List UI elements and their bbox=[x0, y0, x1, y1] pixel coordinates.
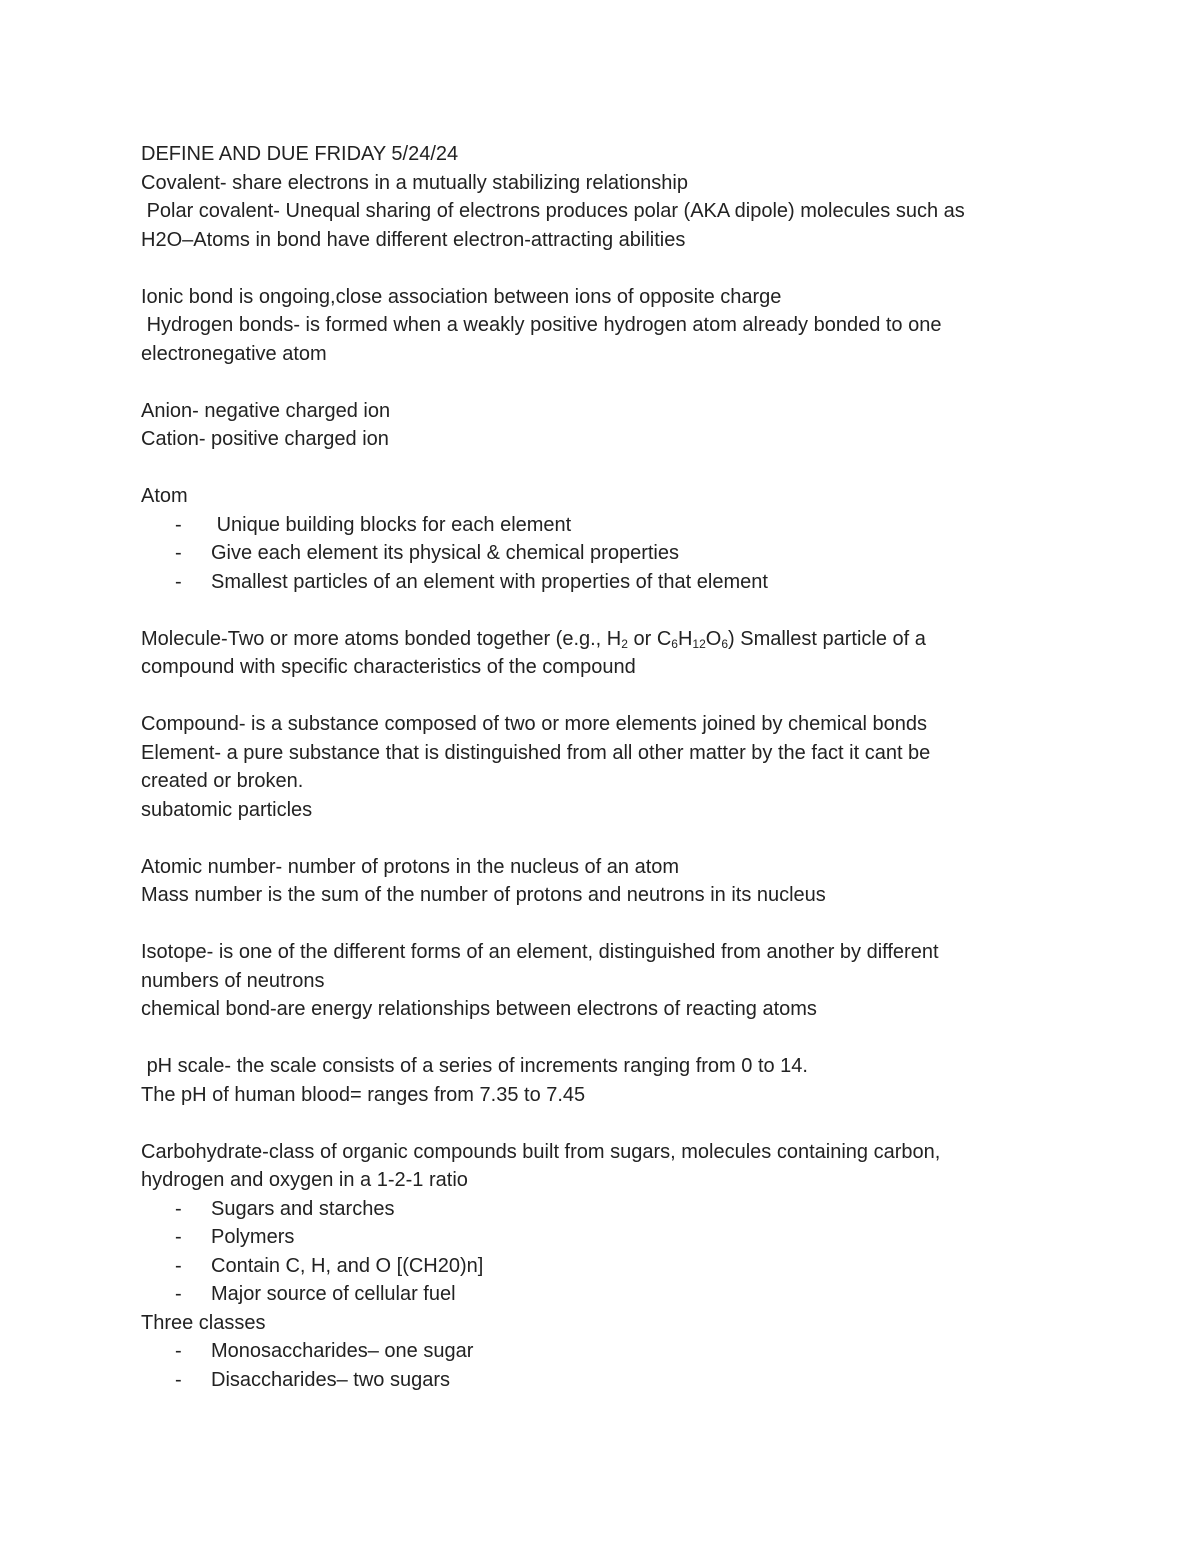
definition-carbohydrate-cont: hydrogen and oxygen in a 1-2-1 ratio bbox=[141, 1169, 468, 1191]
spacer bbox=[141, 1109, 1041, 1138]
dash-bullet: - bbox=[175, 513, 182, 536]
spacer bbox=[141, 910, 1041, 939]
list-item bbox=[141, 568, 1041, 597]
dash-bullet: - bbox=[175, 542, 182, 564]
list-item-text: Smallest particles of an element with properties of that element bbox=[211, 570, 768, 593]
document-body bbox=[141, 140, 1041, 1394]
three-classes-title: Three classes bbox=[141, 1311, 266, 1334]
list-item bbox=[141, 1337, 1041, 1366]
spacer bbox=[141, 454, 1041, 483]
definition-polar-covalent-cont: H2O–Atoms in bond have different electron-attracting abilities bbox=[141, 228, 686, 251]
atom-title: Atom bbox=[141, 485, 188, 507]
definition-element: Element- a pure substance that is distinguished from all other matter by the fact it cant be bbox=[141, 741, 931, 764]
definition-anion: Anion- negative charged ion bbox=[141, 399, 391, 422]
list-item bbox=[141, 1366, 1041, 1395]
list-item bbox=[141, 511, 1041, 540]
definition-cation: Cation- positive charged ion bbox=[141, 428, 389, 450]
list-item-text: Give each element its physical & chemical properties bbox=[211, 542, 679, 564]
dash-bullet: - bbox=[175, 570, 182, 593]
definition-hydrogen-bonds-cont: electronegative atom bbox=[141, 342, 327, 365]
definition-isotope-cont: numbers of neutrons bbox=[141, 969, 325, 992]
list-item-text: Sugars and starches bbox=[211, 1197, 395, 1220]
list-item-text: Unique building blocks for each element bbox=[211, 513, 572, 536]
dash-bullet: - bbox=[175, 1283, 182, 1305]
definition-isotope: Isotope- is one of the different forms of an element, distinguished from another by different bbox=[141, 941, 939, 963]
spacer bbox=[141, 368, 1041, 397]
definition-element-cont: created or broken. bbox=[141, 770, 304, 792]
page-heading: DEFINE AND DUE FRIDAY 5/24/24 bbox=[141, 143, 459, 165]
dash-bullet: - bbox=[175, 1197, 182, 1220]
list-item bbox=[141, 1223, 1041, 1252]
definition-covalent: Covalent- share electrons in a mutually stabilizing relationship bbox=[141, 171, 688, 194]
subscript: 2 bbox=[621, 636, 628, 651]
list-item bbox=[141, 539, 1041, 568]
spacer bbox=[141, 824, 1041, 853]
dash-bullet: - bbox=[175, 1340, 182, 1362]
definition-chemical-bond: chemical bond-are energy relationships between electrons of reacting atoms bbox=[141, 998, 817, 1020]
definition-polar-covalent: Polar covalent- Unequal sharing of electrons produces polar (AKA dipole) molecules such as bbox=[141, 200, 965, 222]
definition-carbohydrate: Carbohydrate-class of organic compounds built from sugars, molecules containing carbon, bbox=[141, 1140, 941, 1163]
list-item-text: Major source of cellular fuel bbox=[211, 1283, 456, 1305]
molecule-text: H bbox=[677, 627, 693, 650]
definition-ionic-bond: Ionic bond is ongoing,close association between ions of opposite charge bbox=[141, 285, 782, 308]
dash-bullet: - bbox=[175, 1254, 182, 1277]
dash-bullet: - bbox=[175, 1368, 182, 1391]
dash-bullet: - bbox=[175, 1226, 182, 1248]
list-item-text: Monosaccharides– one sugar bbox=[211, 1340, 474, 1362]
spacer bbox=[141, 682, 1041, 711]
definition-hydrogen-bonds: Hydrogen bonds- is formed when a weakly positive hydrogen atom already bonded to one bbox=[141, 314, 942, 336]
list-item-text: Contain C, H, and O [(CH20)n] bbox=[211, 1254, 484, 1277]
spacer bbox=[141, 1024, 1041, 1053]
definition-compound: Compound- is a substance composed of two or more elements joined by chemical bonds bbox=[141, 713, 927, 735]
definition-mass-number: Mass number is the sum of the number of protons and neutrons in its nucleus bbox=[141, 884, 826, 906]
subatomic-particles: subatomic particles bbox=[141, 798, 313, 821]
classes-list bbox=[141, 1337, 1041, 1394]
definition-ph-scale: pH scale- the scale consists of a series of increments ranging from 0 to 14. bbox=[141, 1055, 808, 1077]
molecule-text: O bbox=[705, 627, 722, 650]
definition-molecule bbox=[141, 625, 1041, 654]
subscript: 12 bbox=[692, 636, 706, 651]
atom-list bbox=[141, 511, 1041, 597]
spacer bbox=[141, 596, 1041, 625]
ph-human-blood: The pH of human blood= ranges from 7.35 to 7.45 bbox=[141, 1083, 586, 1106]
subscript: 6 bbox=[721, 636, 729, 651]
spacer bbox=[141, 254, 1041, 283]
molecule-text: or C bbox=[627, 627, 672, 650]
list-item bbox=[141, 1280, 1041, 1309]
list-item-text: Polymers bbox=[211, 1226, 295, 1248]
molecule-text: Molecule-Two or more atoms bonded together (e.g., H bbox=[141, 627, 622, 650]
molecule-text: ) Smallest particle of a bbox=[728, 627, 926, 650]
list-item-text: Disaccharides– two sugars bbox=[211, 1368, 450, 1391]
list-item bbox=[141, 1195, 1041, 1224]
carbohydrate-list bbox=[141, 1195, 1041, 1309]
list-item bbox=[141, 1252, 1041, 1281]
definition-molecule-cont: compound with specific characteristics of the compound bbox=[141, 656, 636, 678]
subscript: 6 bbox=[671, 636, 678, 651]
definition-atomic-number: Atomic number- number of protons in the nucleus of an atom bbox=[141, 855, 680, 878]
